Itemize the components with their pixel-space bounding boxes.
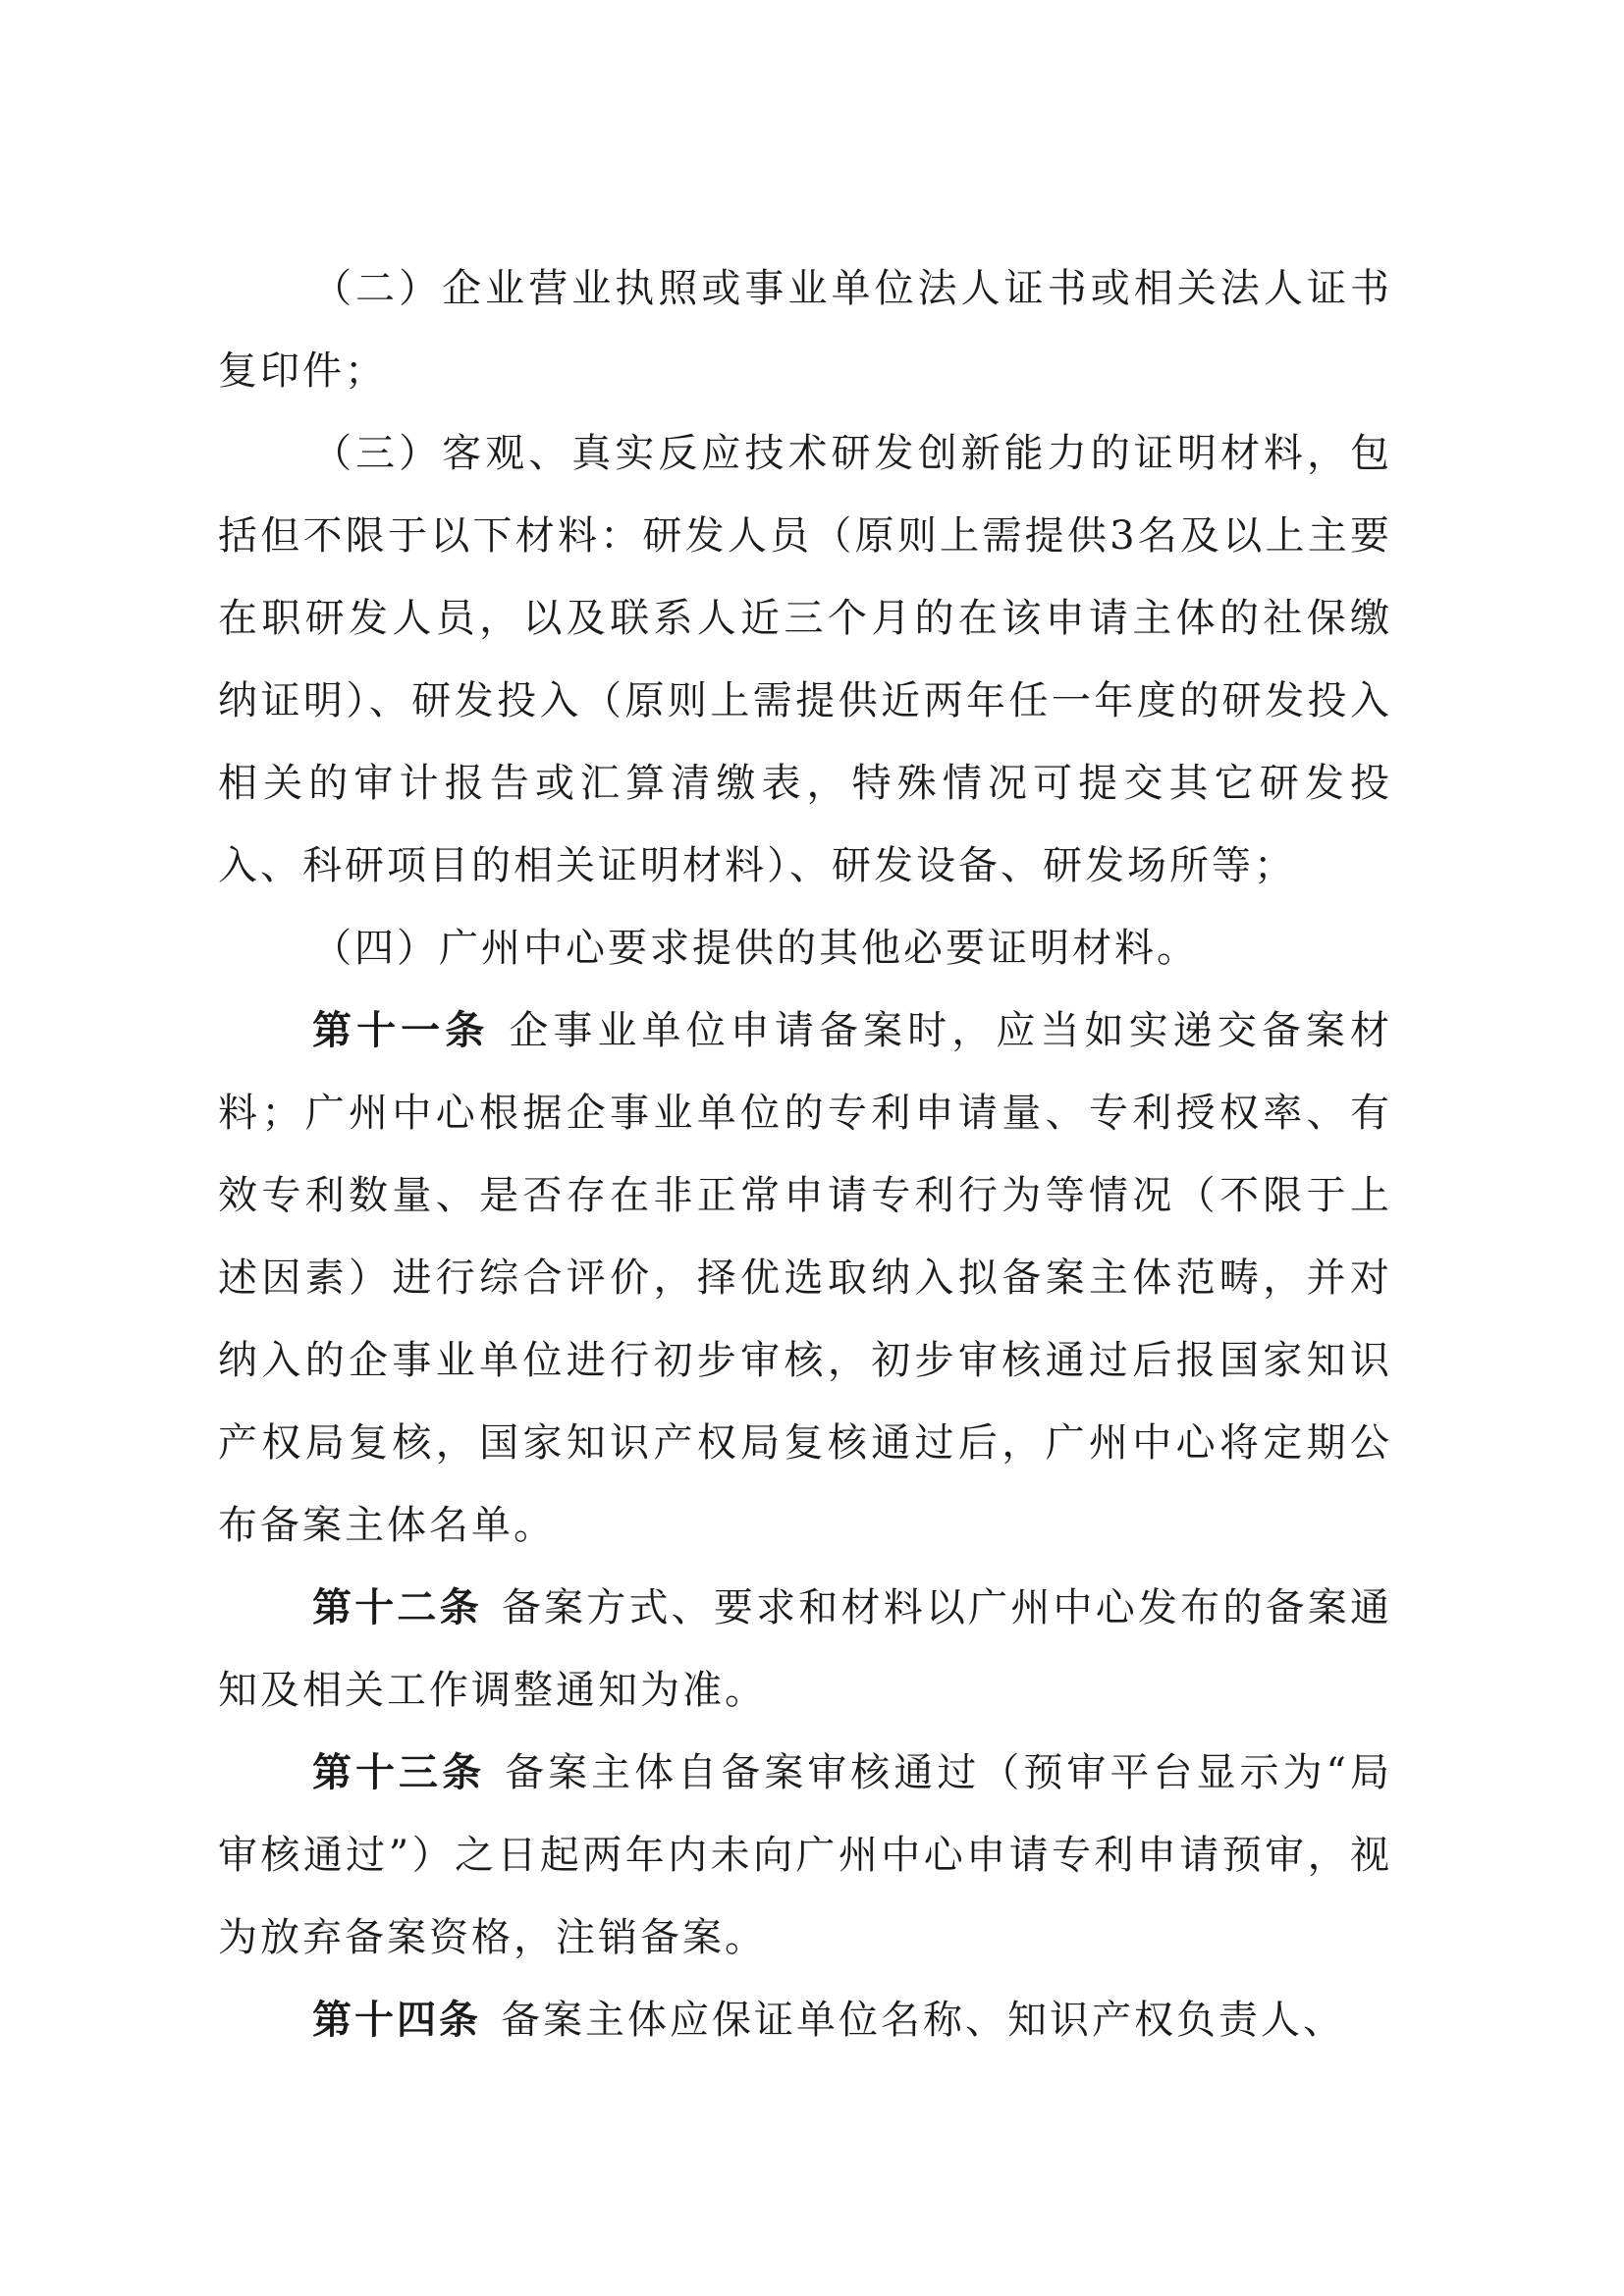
paragraph-text: （三）客观、真实反应技术研发创新能力的证明材料，包括但不限于以下材料：研发人员（原则上需提供3名及以上主要在职研发人员，以及联系人近三个月的在该申请主体的社保缴纳证明）、研发投入（原则上需提供近两年任一年度的研发投入相关的审计报告或汇算清缴表，特殊情况可提交其它研发投入、科研项目的相关证明材料）、研发设备、研发场所等； bbox=[218, 431, 1392, 888]
paragraph-text: （二）企业营业执照或事业单位法人证书或相关法人证书复印件； bbox=[218, 266, 1392, 394]
paragraph-text: （四）广州中心要求提供的其他必要证明材料。 bbox=[312, 926, 1199, 971]
article-text: 备案主体自备案审核通过（预审平台显示为“局审核通过”）之日起两年内未向广州中心申请专利申请预审，视为放弃备案资格，注销备案。 bbox=[218, 1750, 1392, 1960]
article-number: 第十三条 bbox=[312, 1749, 486, 1795]
document-body bbox=[218, 247, 1392, 2061]
article-13 bbox=[218, 1732, 1392, 1979]
paragraph-item-3 bbox=[218, 412, 1392, 907]
article-11 bbox=[218, 989, 1392, 1567]
article-text: 企事业单位申请备案时，应当如实递交备案材料；广州中心根据企事业单位的专利申请量、专利授权率、有效专利数量、是否存在非正常申请专利行为等情况（不限于上述因素）进行综合评价，择优选取纳入拟备案主体范畴，并对纳入的企事业单位进行初步审核，初步审核通过后报国家知识产权局复核，国家知识产权局复核通过后，广州中心将定期公布备案主体名单。 bbox=[218, 1008, 1393, 1548]
paragraph-item-4 bbox=[218, 907, 1392, 989]
article-12 bbox=[218, 1567, 1392, 1732]
article-text: 备案主体应保证单位名称、知识产权负责人、 bbox=[501, 1998, 1345, 2043]
article-number: 第十四条 bbox=[312, 1997, 481, 2043]
article-text: 备案方式、要求和材料以广州中心发布的备案通知及相关工作调整通知为准。 bbox=[218, 1585, 1393, 1713]
paragraph-item-2 bbox=[218, 247, 1392, 412]
article-number: 第十二条 bbox=[312, 1584, 482, 1630]
article-14 bbox=[218, 1979, 1392, 2061]
article-number: 第十一条 bbox=[312, 1007, 490, 1053]
